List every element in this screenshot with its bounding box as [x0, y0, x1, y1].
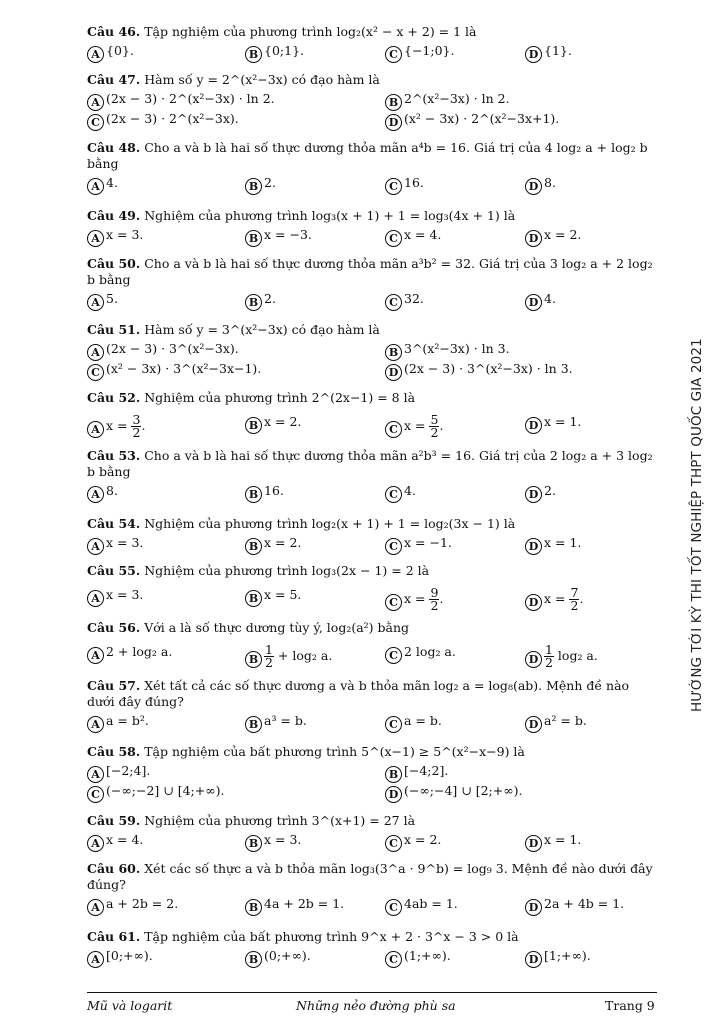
question-52: [87, 390, 657, 440]
option-b[interactable]: [245, 227, 312, 247]
options-row: [87, 761, 657, 780]
option-letter-circle: A: [87, 294, 104, 311]
option-text: 4a + 2b = 1.: [264, 896, 345, 911]
option-a[interactable]: [87, 227, 143, 247]
question-56: [87, 620, 657, 670]
option-letter-circle: D: [525, 417, 542, 434]
options-row: [87, 109, 657, 128]
question-59: [87, 813, 657, 849]
option-c[interactable]: [385, 896, 458, 916]
question-text: Cho a và b là hai số thực dương thỏa mãn a³b² = 32. Giá trị của 3 log₂ a + 2 log₂ b bằng: [87, 256, 653, 287]
option-text: 2^(x²−3x) · ln 2.: [404, 91, 510, 106]
option-d[interactable]: [525, 896, 624, 916]
option-text: x = $\frac{3}{2}$ .: [106, 412, 146, 440]
question-text: Nghiệm của phương trình 3^(x+1) = 27 là: [140, 813, 416, 828]
options-row: [87, 225, 657, 244]
option-letter-circle: B: [245, 590, 262, 607]
option-text: (1;+∞).: [404, 948, 451, 963]
option-text: x = 3.: [106, 227, 144, 242]
option-letter-circle: B: [245, 716, 262, 733]
option-letter-circle: C: [87, 364, 104, 381]
option-letter-circle: A: [87, 951, 104, 968]
question-57: [87, 678, 657, 730]
option-text: x = 1.: [544, 832, 582, 847]
options-row: [87, 781, 657, 800]
option-text: x = 5.: [264, 587, 302, 602]
option-c[interactable]: [385, 587, 443, 612]
option-letter-circle: B: [245, 486, 262, 503]
option-text: 2 + log₂ a.: [106, 644, 173, 659]
option-b[interactable]: [245, 483, 284, 503]
question-55: [87, 563, 657, 613]
option-text: (x² − 3x) · 3^(x²−3x−1).: [106, 361, 262, 376]
option-text: a³ = b.: [264, 713, 307, 728]
option-letter-circle: C: [385, 486, 402, 503]
question-text: Nghiệm của phương trình log₃(x + 1) + 1 = log₃(4x + 1) là: [140, 208, 516, 223]
option-b[interactable]: [245, 291, 276, 311]
option-b[interactable]: [245, 644, 332, 669]
question-46: [87, 24, 657, 60]
option-b[interactable]: [385, 341, 510, 361]
option-b[interactable]: [245, 587, 301, 607]
option-text: $\frac{1}{2}$ log₂ a.: [545, 642, 598, 670]
option-b[interactable]: [245, 948, 311, 968]
option-letter-circle: A: [87, 590, 104, 607]
option-letter-circle: B: [245, 46, 262, 63]
option-letter-circle: D: [385, 364, 402, 381]
question-number: Câu 54.: [87, 516, 141, 531]
option-text: a = b.: [404, 713, 442, 728]
option-letter-circle: B: [245, 835, 262, 852]
option-letter-circle: C: [385, 538, 402, 555]
question-54: [87, 516, 657, 552]
option-a[interactable]: [87, 91, 275, 111]
option-b[interactable]: [245, 713, 307, 733]
question-number: Câu 55.: [87, 563, 141, 578]
option-a[interactable]: [87, 175, 118, 195]
question-number: Câu 57.: [87, 678, 141, 693]
option-text: 2.: [264, 291, 276, 306]
option-text: x = −3.: [264, 227, 312, 242]
option-letter-circle: A: [87, 421, 104, 438]
option-letter-circle: B: [245, 651, 262, 668]
option-letter-circle: B: [385, 766, 402, 783]
option-c[interactable]: [385, 414, 443, 439]
options-row: [87, 637, 657, 670]
option-a[interactable]: [87, 414, 145, 439]
question-text: Nghiệm của phương trình log₃(2x − 1) = 2 là: [140, 563, 430, 578]
option-text: x = $\frac{5}{2}$ .: [404, 412, 444, 440]
question-number: Câu 61.: [87, 929, 141, 944]
question-stem: [87, 813, 657, 829]
question-48: [87, 140, 657, 192]
option-letter-circle: A: [87, 178, 104, 195]
option-c[interactable]: [385, 713, 442, 733]
option-letter-circle: B: [245, 230, 262, 247]
option-c[interactable]: [385, 644, 456, 664]
option-d[interactable]: [525, 713, 587, 733]
option-text: (2x − 3) · 2^(x²−3x).: [106, 111, 239, 126]
question-stem: [87, 861, 657, 893]
option-a[interactable]: [87, 483, 118, 503]
option-d[interactable]: [525, 535, 581, 555]
options-row: [87, 533, 657, 552]
option-text: [−4;2].: [404, 763, 449, 778]
question-stem: [87, 140, 657, 172]
option-d[interactable]: [525, 291, 556, 311]
question-60: [87, 861, 657, 913]
options-row: [87, 173, 657, 192]
option-letter-circle: D: [525, 178, 542, 195]
option-text: 8.: [106, 483, 118, 498]
option-letter-circle: D: [525, 951, 542, 968]
option-letter-circle: D: [525, 716, 542, 733]
option-a[interactable]: [87, 896, 178, 916]
option-b[interactable]: [245, 832, 301, 852]
options-row: [87, 407, 657, 440]
option-text: 4.: [544, 291, 556, 306]
question-number: Câu 51.: [87, 322, 141, 337]
question-text: Với a là số thực dương tùy ý, log₂(a²) bằng: [140, 620, 410, 635]
option-letter-circle: C: [87, 114, 104, 131]
option-c[interactable]: [87, 361, 261, 381]
option-text: x = 1.: [544, 535, 582, 550]
option-letter-circle: A: [87, 46, 104, 63]
option-letter-circle: B: [385, 94, 402, 111]
option-c[interactable]: [385, 535, 452, 555]
option-a[interactable]: [87, 43, 134, 63]
option-d[interactable]: [525, 587, 583, 612]
option-letter-circle: C: [385, 230, 402, 247]
option-text: x = 3.: [264, 832, 302, 847]
option-text: 16.: [264, 483, 284, 498]
question-text: Nghiệm của phương trình 2^(2x−1) = 8 là: [140, 390, 416, 405]
option-a[interactable]: [87, 713, 149, 733]
option-letter-circle: C: [385, 899, 402, 916]
option-text: 16.: [404, 175, 424, 190]
options-row: [87, 41, 657, 60]
option-letter-circle: C: [385, 46, 402, 63]
option-c[interactable]: [385, 175, 424, 195]
option-letter-circle: A: [87, 94, 104, 111]
question-stem: [87, 448, 657, 480]
option-text: a = b².: [106, 713, 149, 728]
option-d[interactable]: [525, 948, 591, 968]
question-number: Câu 53.: [87, 448, 141, 463]
option-letter-circle: C: [385, 716, 402, 733]
options-row: [87, 481, 657, 500]
option-text: 4ab = 1.: [404, 896, 458, 911]
question-stem: [87, 563, 657, 579]
option-text: (−∞;−4] ∪ [2;+∞).: [404, 783, 523, 798]
option-text: [1;+∞).: [544, 948, 591, 963]
option-letter-circle: B: [245, 178, 262, 195]
options-row: [87, 289, 657, 308]
option-letter-circle: C: [385, 178, 402, 195]
option-text: x = 3.: [106, 535, 144, 550]
options-row: [87, 89, 657, 108]
options-row: [87, 580, 657, 613]
option-a[interactable]: [87, 763, 150, 783]
question-text: Cho a và b là hai số thực dương thỏa mãn a⁴b = 16. Giá trị của 4 log₂ a + log₂ b bằng: [87, 140, 648, 171]
option-letter-circle: C: [385, 421, 402, 438]
option-letter-circle: C: [385, 294, 402, 311]
option-text: a + 2b = 2.: [106, 896, 179, 911]
option-text: 2a + 4b = 1.: [544, 896, 625, 911]
option-text: {1}.: [544, 43, 572, 58]
option-letter-circle: D: [525, 594, 542, 611]
question-stem: [87, 322, 657, 338]
option-letter-circle: D: [525, 899, 542, 916]
option-letter-circle: A: [87, 766, 104, 783]
footer-center: Những nẻo đường phù sa: [296, 998, 456, 1013]
option-b[interactable]: [245, 414, 301, 434]
option-text: x = 4.: [106, 832, 144, 847]
option-text: (2x − 3) · 3^(x²−3x) · ln 3.: [404, 361, 573, 376]
question-text: Xét tất cả các số thực dương a và b thỏa mãn log₂ a = log₈(ab). Mệnh đề nào dưới đây đúng?: [87, 678, 630, 709]
option-letter-circle: C: [385, 835, 402, 852]
option-letter-circle: A: [87, 647, 104, 664]
question-text: Tập nghiệm của phương trình log₂(x² − x + 2) = 1 là: [140, 24, 477, 39]
option-d[interactable]: [525, 227, 581, 247]
option-letter-circle: C: [87, 786, 104, 803]
option-text: (−∞;−2] ∪ [4;+∞).: [106, 783, 225, 798]
option-text: 32.: [404, 291, 424, 306]
question-text: Cho a và b là hai số thực dương thỏa mãn a²b³ = 16. Giá trị của 2 log₂ a + 3 log₂ b bằng: [87, 448, 653, 479]
option-d[interactable]: [385, 111, 559, 131]
question-stem: [87, 256, 657, 288]
option-text: (2x − 3) · 2^(x²−3x) · ln 2.: [106, 91, 275, 106]
footer-left: Mũ và logarit: [87, 998, 173, 1013]
option-text: x = 2.: [264, 414, 302, 429]
option-letter-circle: A: [87, 486, 104, 503]
question-number: Câu 60.: [87, 861, 141, 876]
option-letter-circle: A: [87, 835, 104, 852]
option-letter-circle: D: [525, 230, 542, 247]
question-text: Tập nghiệm của bất phương trình 9^x + 2 · 3^x − 3 > 0 là: [140, 929, 519, 944]
option-text: [0;+∞).: [106, 948, 153, 963]
question-number: Câu 58.: [87, 744, 141, 759]
option-text: 8.: [544, 175, 556, 190]
option-text: (x² − 3x) · 2^(x²−3x+1).: [404, 111, 560, 126]
question-47: [87, 72, 657, 128]
question-53: [87, 448, 657, 500]
question-stem: [87, 72, 657, 88]
options-row: [87, 830, 657, 849]
option-b[interactable]: [245, 43, 304, 63]
option-text: x = 4.: [404, 227, 442, 242]
option-letter-circle: D: [525, 486, 542, 503]
option-text: (2x − 3) · 3^(x²−3x).: [106, 341, 239, 356]
question-number: Câu 52.: [87, 390, 141, 405]
option-text: 3^(x²−3x) · ln 3.: [404, 341, 510, 356]
option-d[interactable]: [525, 414, 581, 434]
question-number: Câu 56.: [87, 620, 141, 635]
option-letter-circle: B: [245, 951, 262, 968]
option-letter-circle: B: [245, 417, 262, 434]
question-stem: [87, 390, 657, 406]
question-58: [87, 744, 657, 800]
option-letter-circle: D: [385, 114, 402, 131]
question-stem: [87, 620, 657, 636]
option-letter-circle: A: [87, 716, 104, 733]
option-d[interactable]: [525, 483, 556, 503]
question-stem: [87, 208, 657, 224]
option-d[interactable]: [385, 783, 522, 803]
footer-divider: [87, 992, 657, 993]
question-number: Câu 46.: [87, 24, 141, 39]
option-text: [−2;4].: [106, 763, 151, 778]
option-d[interactable]: [525, 43, 572, 63]
option-letter-circle: D: [525, 835, 542, 852]
option-text: {−1;0}.: [404, 43, 455, 58]
option-a[interactable]: [87, 832, 143, 852]
option-text: {0}.: [106, 43, 134, 58]
options-row: [87, 946, 657, 965]
option-a[interactable]: [87, 587, 143, 607]
question-number: Câu 49.: [87, 208, 141, 223]
option-b[interactable]: [245, 896, 344, 916]
question-51: [87, 322, 657, 378]
option-a[interactable]: [87, 535, 143, 555]
option-text: x = −1.: [404, 535, 452, 550]
option-c[interactable]: [385, 948, 451, 968]
option-text: {0;1}.: [264, 43, 304, 58]
options-row: [87, 339, 657, 358]
option-letter-circle: B: [245, 538, 262, 555]
option-letter-circle: D: [525, 538, 542, 555]
option-text: x = 2.: [544, 227, 582, 242]
option-text: 2.: [544, 483, 556, 498]
option-text: (0;+∞).: [264, 948, 311, 963]
option-c[interactable]: [385, 832, 441, 852]
option-letter-circle: A: [87, 344, 104, 361]
option-c[interactable]: [385, 227, 441, 247]
question-stem: [87, 678, 657, 710]
option-text: 4.: [106, 175, 118, 190]
question-stem: [87, 929, 657, 945]
option-letter-circle: D: [385, 786, 402, 803]
sidebar-text: HƯỚNG TỚI KỲ THI TỐT NGHIỆP THPT QUỐC GIA 2021: [689, 338, 705, 712]
question-49: [87, 208, 657, 244]
option-text: x = $\frac{7}{2}$ .: [544, 585, 584, 613]
footer-page-number: Trang 9: [605, 998, 655, 1013]
option-b[interactable]: [385, 91, 510, 111]
options-row: [87, 359, 657, 378]
option-b[interactable]: [385, 763, 448, 783]
question-text: Tập nghiệm của bất phương trình 5^(x−1) ≥ 5^(x²−x−9) là: [140, 744, 525, 759]
question-stem: [87, 516, 657, 532]
question-number: Câu 48.: [87, 140, 141, 155]
question-number: Câu 50.: [87, 256, 141, 271]
option-b[interactable]: [245, 535, 301, 555]
question-text: Nghiệm của phương trình log₂(x + 1) + 1 = log₂(3x − 1) là: [140, 516, 516, 531]
options-row: [87, 711, 657, 730]
options-row: [87, 894, 657, 913]
option-a[interactable]: [87, 644, 172, 664]
question-text: Hàm số y = 2^(x²−3x) có đạo hàm là: [140, 72, 380, 87]
option-text: x = $\frac{9}{2}$ .: [404, 585, 444, 613]
question-61: [87, 929, 657, 965]
option-c[interactable]: [385, 43, 454, 63]
question-text: Hàm số y = 3^(x²−3x) có đạo hàm là: [140, 322, 380, 337]
option-letter-circle: D: [525, 294, 542, 311]
option-text: $\frac{1}{2}$ + log₂ a.: [265, 642, 333, 670]
question-number: Câu 47.: [87, 72, 141, 87]
option-letter-circle: D: [525, 46, 542, 63]
option-letter-circle: B: [385, 344, 402, 361]
option-c[interactable]: [87, 783, 224, 803]
option-a[interactable]: [87, 948, 153, 968]
option-text: 2 log₂ a.: [404, 644, 456, 659]
option-text: x = 3.: [106, 587, 144, 602]
option-a[interactable]: [87, 341, 239, 361]
question-50: [87, 256, 657, 308]
option-text: x = 2.: [264, 535, 302, 550]
option-text: 2.: [264, 175, 276, 190]
option-text: 4.: [404, 483, 416, 498]
question-stem: [87, 744, 657, 760]
option-text: a² = b.: [544, 713, 587, 728]
option-letter-circle: A: [87, 538, 104, 555]
option-d[interactable]: [525, 644, 598, 669]
option-letter-circle: C: [385, 951, 402, 968]
option-text: x = 2.: [404, 832, 442, 847]
option-b[interactable]: [245, 175, 276, 195]
option-letter-circle: A: [87, 230, 104, 247]
question-text: Xét các số thực a và b thỏa mãn log₃(3^a · 9^b) = log₉ 3. Mệnh đề nào dưới đây đúng?: [87, 861, 653, 892]
option-c[interactable]: [385, 483, 416, 503]
option-c[interactable]: [385, 291, 424, 311]
option-letter-circle: D: [525, 651, 542, 668]
option-a[interactable]: [87, 291, 118, 311]
option-letter-circle: C: [385, 647, 402, 664]
question-number: Câu 59.: [87, 813, 141, 828]
option-c[interactable]: [87, 111, 239, 131]
option-letter-circle: B: [245, 294, 262, 311]
option-text: 5.: [106, 291, 118, 306]
option-letter-circle: C: [385, 594, 402, 611]
question-stem: [87, 24, 657, 40]
option-text: x = 1.: [544, 414, 582, 429]
option-letter-circle: A: [87, 899, 104, 916]
option-letter-circle: B: [245, 899, 262, 916]
option-d[interactable]: [525, 175, 556, 195]
option-d[interactable]: [385, 361, 573, 381]
option-d[interactable]: [525, 832, 581, 852]
